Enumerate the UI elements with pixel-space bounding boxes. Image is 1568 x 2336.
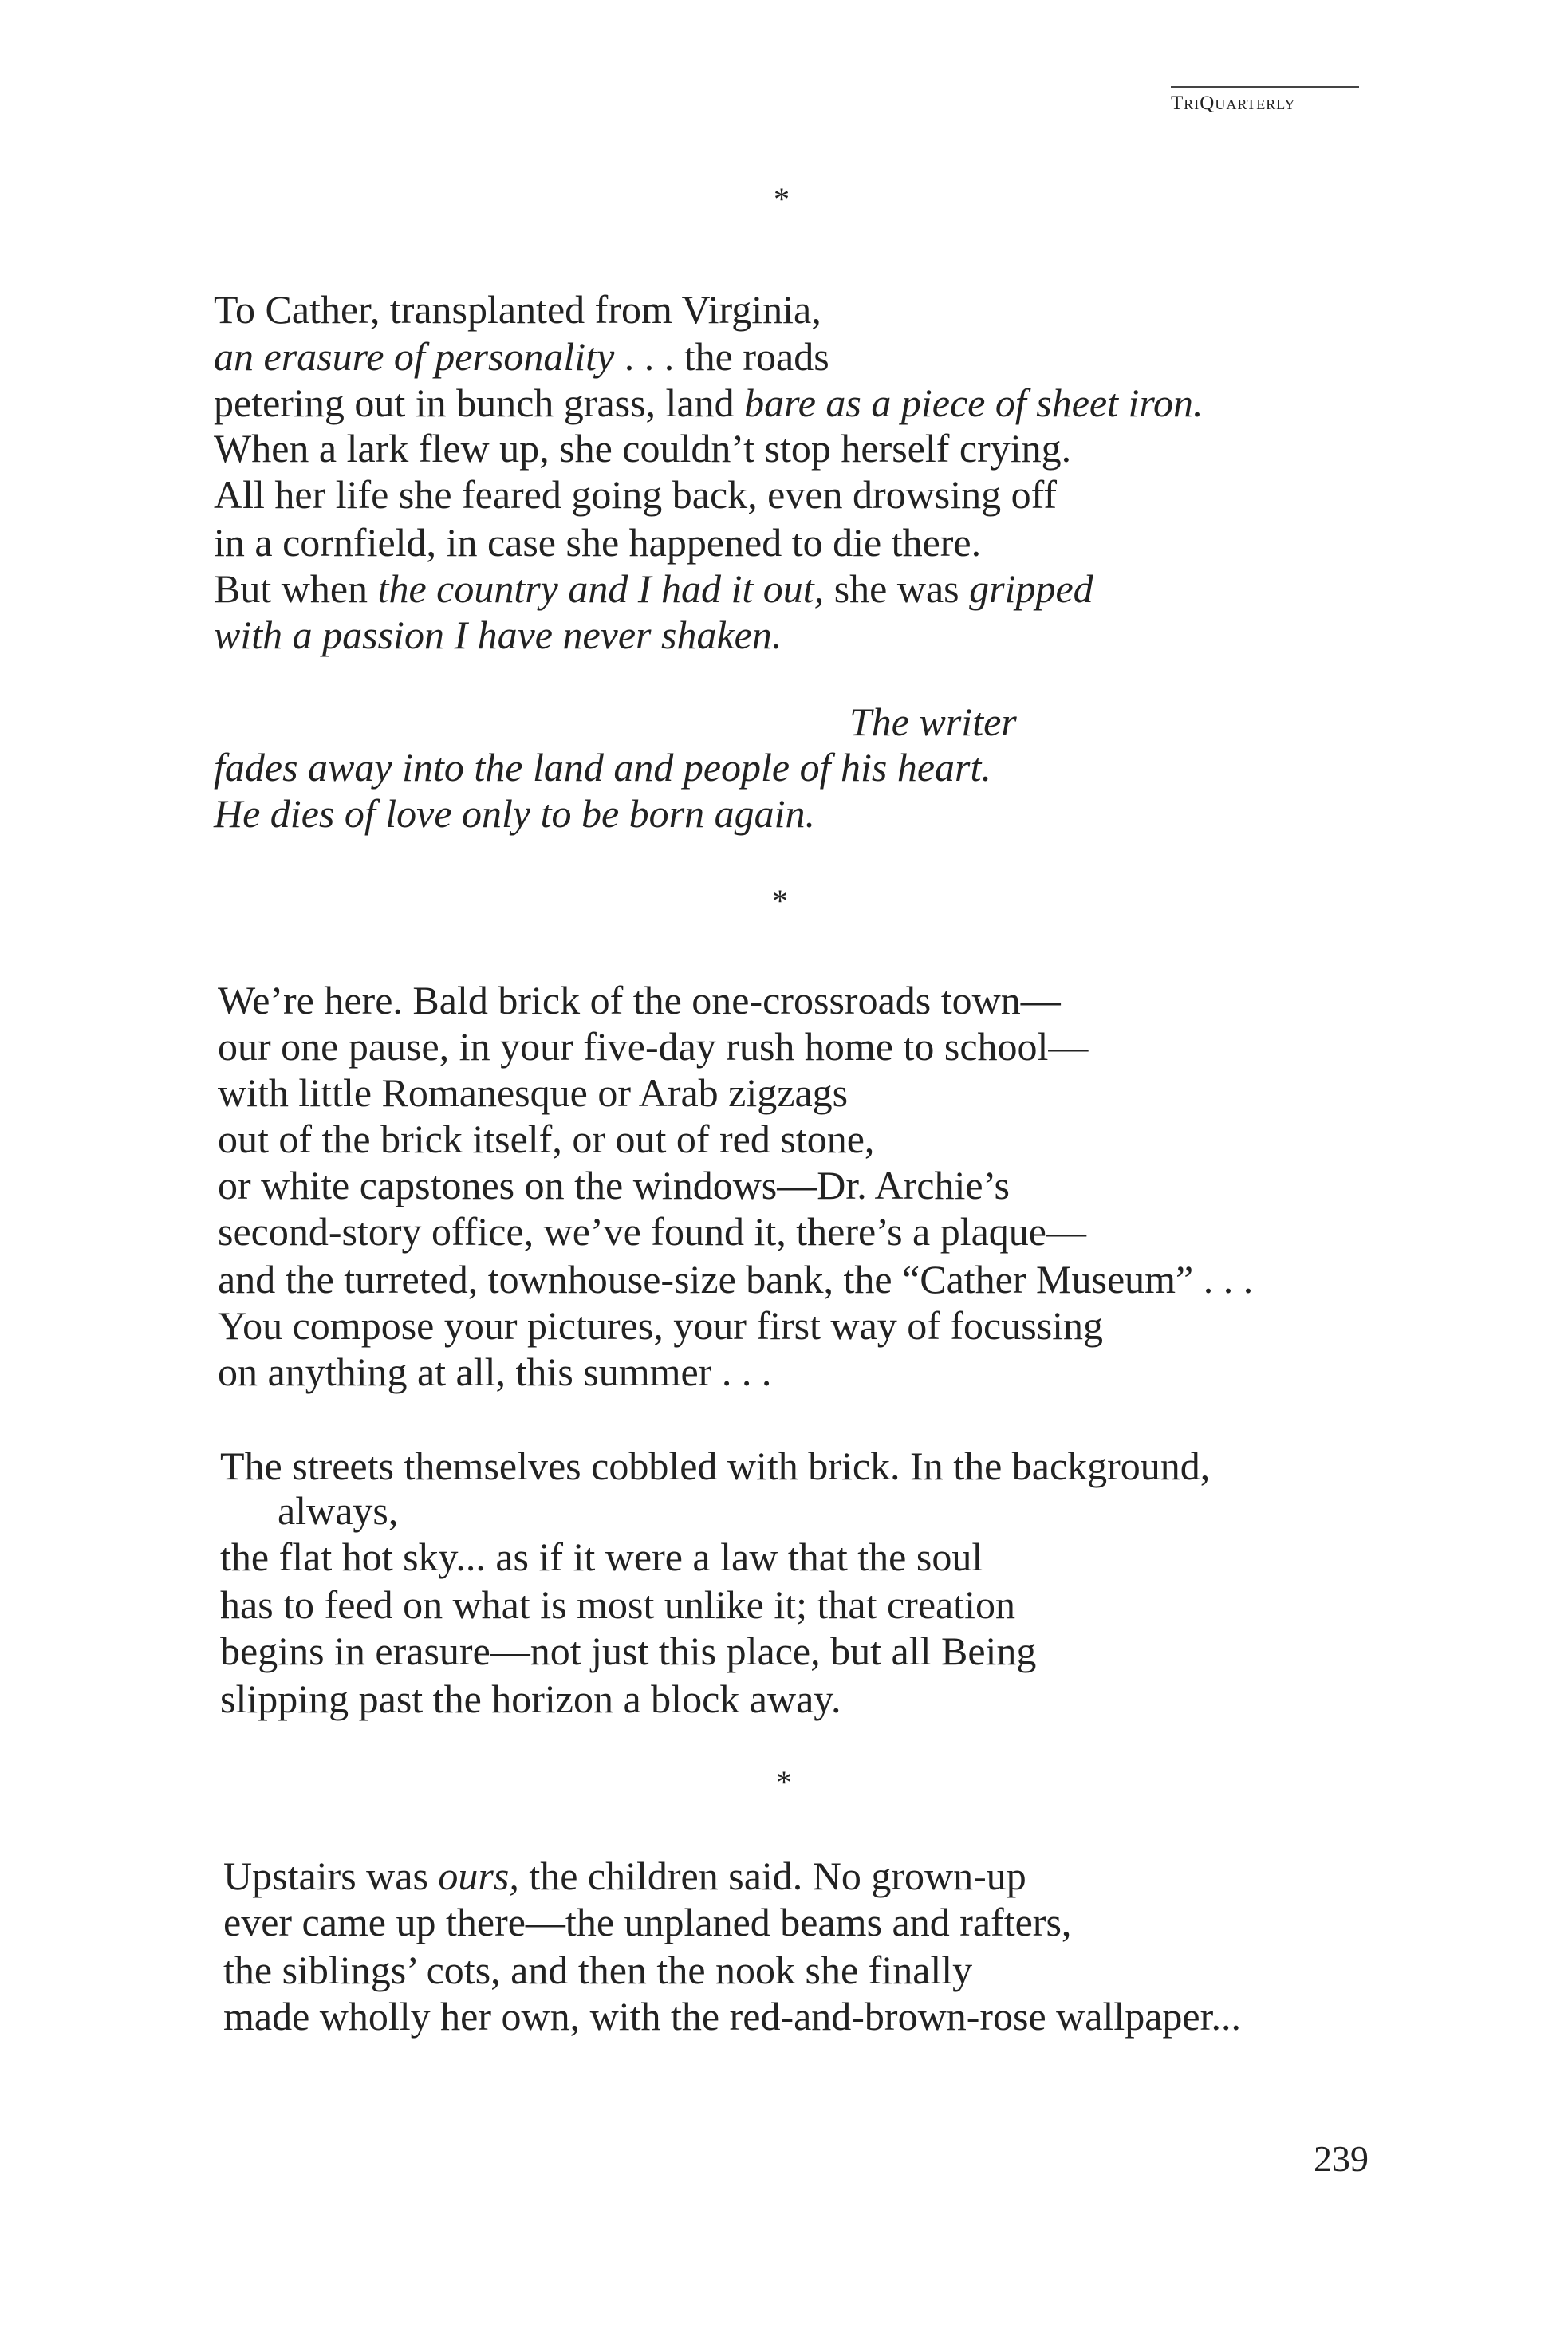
text: You compose your pictures, your first way of focussing	[218, 1303, 1104, 1348]
header-rule	[1171, 86, 1359, 88]
text: second-story office, we’ve found it, there’s a plaque—	[218, 1209, 1086, 1254]
italic-text: The writer	[849, 699, 1017, 744]
poem-line	[218, 1207, 1086, 1255]
poem-line	[278, 1487, 398, 1534]
text: begins in erasure—not just this place, but all Being	[220, 1629, 1037, 1673]
poem-line	[218, 1069, 848, 1117]
text: on anything at all, this summer . . .	[218, 1349, 772, 1394]
italic-text: fades away into the land and people of his heart.	[214, 745, 991, 790]
page-number: 239	[1314, 2138, 1369, 2179]
italic-text: an erasure of personality	[214, 334, 615, 379]
text: has to feed on what is most unlike it; that creation	[220, 1582, 1015, 1627]
text: the flat hot sky... as if it were a law that the soul	[220, 1534, 983, 1579]
poem-line	[849, 698, 1017, 746]
text: The streets themselves cobbled with brick. In the background,	[220, 1444, 1211, 1488]
poem-line	[220, 1533, 983, 1581]
text: slipping past the horizon a block away.	[220, 1676, 841, 1721]
text: made wholly her own, with the red-and-brown-rose wallpaper...	[223, 1994, 1242, 2039]
italic-text: the country and I had it out,	[377, 566, 825, 611]
text: the children said. No grown-up	[518, 1853, 1026, 1898]
poem-line	[218, 1302, 1103, 1349]
italic-text: gripped	[969, 566, 1093, 611]
text: When a lark flew up, she couldn’t stop herself crying.	[214, 426, 1072, 471]
section-separator-3: *	[776, 1764, 792, 1800]
poem-line	[214, 333, 829, 380]
poem-line	[218, 976, 1061, 1024]
text: or white capstones on the windows—Dr. Archie’s	[218, 1163, 1010, 1207]
poem-line	[220, 1675, 841, 1723]
poem-line	[223, 1946, 972, 1994]
italic-text: bare as a piece of sheet iron.	[744, 380, 1204, 425]
section-separator-2: *	[772, 883, 788, 919]
text: petering out in bunch grass, land	[214, 380, 745, 425]
text: the siblings’ cots, and then the nook she finally	[223, 1948, 973, 1992]
text: All her life she feared going back, even drowsing off	[214, 472, 1058, 517]
text: To Cather, transplanted from Virginia,	[214, 287, 821, 332]
text: always,	[278, 1488, 399, 1533]
italic-text: ours,	[438, 1853, 519, 1898]
poem-line	[218, 1348, 771, 1396]
text: our one pause, in your five-day rush home to school—	[218, 1024, 1089, 1069]
poem-line	[218, 1255, 1253, 1303]
poem-line	[218, 1022, 1088, 1070]
poem-line	[218, 1161, 1010, 1209]
poem-line	[214, 565, 1093, 613]
poem-line	[220, 1442, 1210, 1490]
section-separator-1: *	[774, 181, 790, 217]
poem-line	[214, 286, 821, 333]
text: in a cornfield, in case she happened to die there.	[214, 520, 982, 565]
poem-line	[223, 1852, 1026, 1900]
text: she was	[824, 566, 970, 611]
text: We’re here. Bald brick of the one-crossroads town—	[218, 978, 1061, 1022]
poem-line	[214, 424, 1071, 472]
text: . . . the roads	[614, 334, 829, 379]
poem-line	[214, 379, 1203, 427]
text: Upstairs was	[223, 1853, 439, 1898]
poem-line	[214, 471, 1057, 518]
poem-line	[214, 518, 981, 566]
poem-line	[214, 743, 991, 791]
text: out of the brick itself, or out of red stone,	[218, 1117, 875, 1161]
poem-line	[223, 1898, 1071, 1946]
text: with little Romanesque or Arab zigzags	[218, 1070, 849, 1115]
text: But when	[214, 566, 378, 611]
poem-line	[220, 1627, 1036, 1675]
text: and the turreted, townhouse-size bank, the “Cather Museum” . . .	[218, 1257, 1254, 1302]
poem-line	[214, 611, 782, 659]
poem-line	[220, 1581, 1015, 1629]
italic-text: He dies of love only to be born again.	[214, 791, 816, 836]
poem-line	[223, 1992, 1241, 2040]
running-header: TriQuarterly	[1171, 93, 1296, 114]
italic-text: with a passion I have never shaken.	[214, 613, 782, 657]
poem-line	[218, 1115, 874, 1163]
text: ever came up there—the unplaned beams and rafters,	[223, 1900, 1072, 1944]
poem-line	[214, 790, 815, 837]
